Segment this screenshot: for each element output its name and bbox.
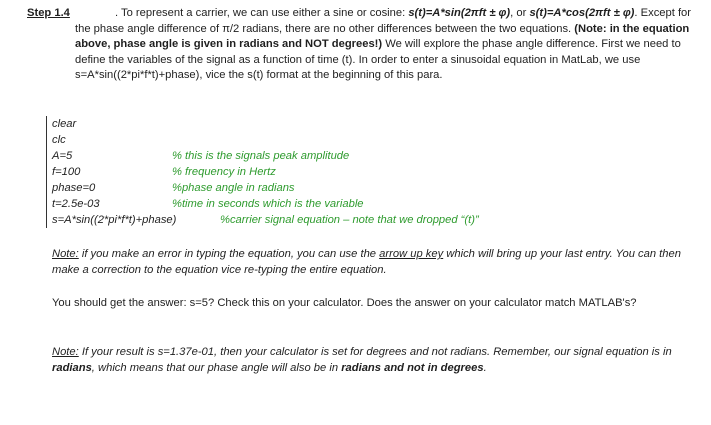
- code-command: A=5: [52, 150, 73, 162]
- arrow-up-key-text: arrow up key: [379, 248, 444, 260]
- code-command: t=2.5e-03: [52, 198, 100, 210]
- code-command: phase=0: [52, 182, 96, 194]
- code-line: [52, 196, 364, 212]
- code-command: s=A*sin((2*pi*f*t)+phase): [52, 214, 177, 226]
- arrow-key-note: [52, 246, 692, 278]
- step-sentence-2: Except for the phase angle difference of π/2 radians, there are no other differences between the two equations.: [75, 7, 692, 35]
- note-text: .: [483, 362, 487, 374]
- step-intro-or: , or: [510, 7, 530, 19]
- note-text: if you make an error in typing the equation, you can use the: [78, 248, 380, 260]
- code-comment: %time in seconds which is the variable: [172, 198, 364, 210]
- note-label: Note:: [52, 346, 79, 358]
- degrees-note: [52, 344, 692, 376]
- answer-paragraph: You should get the answer: s=5? Check this on your calculator. Does the answer on your calculator match MATLAB's?: [52, 297, 637, 309]
- step-intro: . To represent a carrier, we can use either a sine or cosine:: [115, 7, 409, 19]
- code-command: clc: [52, 134, 66, 146]
- matlab-code-block: [46, 116, 479, 228]
- note-text: If your result is s=1.37e-01, then your calculator is set for degrees and not radians. Remember, our signal equation is in: [78, 346, 672, 358]
- cosine-equation: s(t)=A*cos(2πft ± φ): [529, 7, 635, 19]
- code-line: [52, 212, 479, 228]
- code-line: [52, 148, 350, 164]
- step-1-4-paragraph: [27, 6, 702, 84]
- step-title: Step 1.4: [27, 7, 70, 19]
- note-text: , which means that our phase angle will also be in: [91, 362, 342, 374]
- code-command: f=100: [52, 166, 81, 178]
- radians-not-degrees-emphasis: radians and not in degrees: [341, 362, 484, 374]
- step-intro-end: .: [634, 7, 638, 19]
- note-text: which will bring up your last entry. You can then make a correction to the equation vice re-typing the entire equation.: [52, 248, 681, 276]
- code-comment: % this is the signals peak amplitude: [172, 150, 350, 162]
- note-label: Note:: [52, 248, 79, 260]
- code-line: [52, 164, 276, 180]
- step-sentence-3: We will explore the phase angle difference. First we need to define the variables of the signal as a function of time (t). In order to enter a sinusoidal equation in MatLab, we use s=A*sin((2*pi*f*t)+phase), vice the s(t) format at the beginning of this para.: [75, 38, 681, 82]
- code-comment: %phase angle in radians: [172, 182, 295, 194]
- code-line: [52, 132, 176, 148]
- code-comment: % frequency in Hertz: [172, 166, 276, 178]
- sine-equation: s(t)=A*sin(2πft ± φ): [408, 7, 511, 19]
- code-comment: %carrier signal equation – note that we dropped “(t)”: [220, 214, 479, 226]
- code-command: clear: [52, 118, 77, 130]
- radians-note: (Note: in the equation above, phase angle is given in radians and NOT degrees!): [75, 22, 690, 51]
- code-line: [52, 116, 176, 132]
- code-line: [52, 180, 295, 196]
- radians-emphasis: radians: [52, 362, 92, 374]
